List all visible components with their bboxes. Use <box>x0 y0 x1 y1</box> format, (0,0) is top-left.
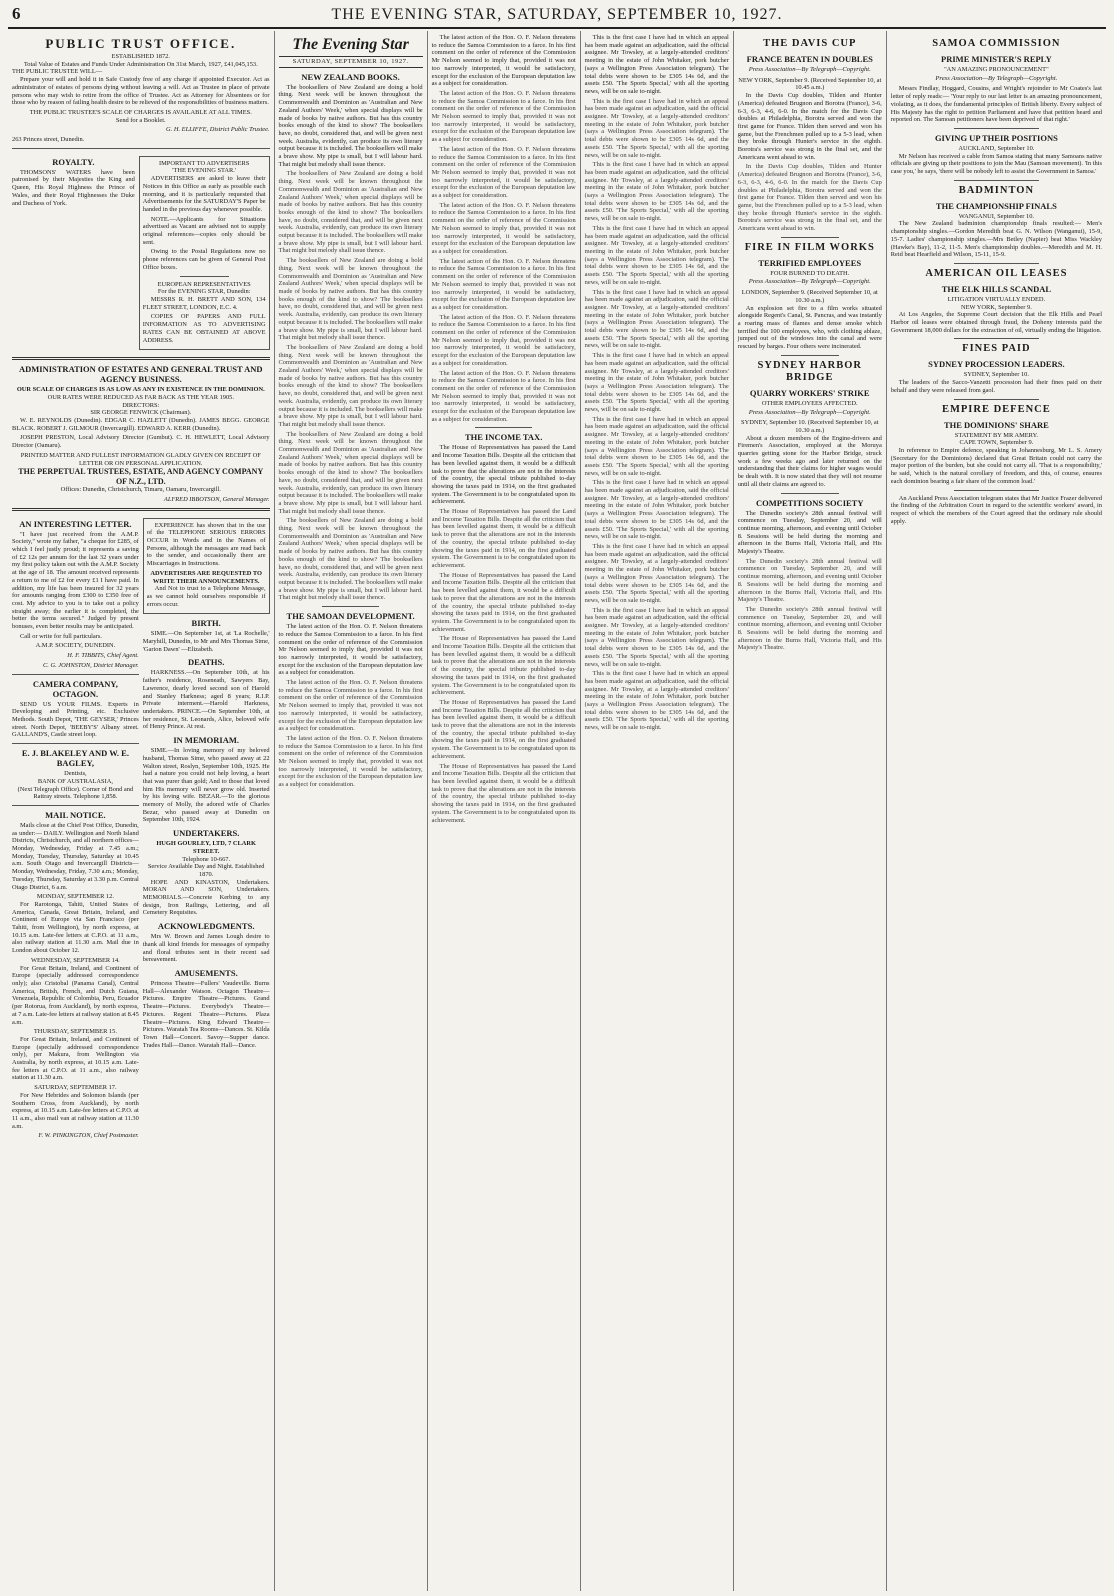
editorial-masthead: The Evening Star <box>292 36 409 53</box>
samoan-text-cont2: The latest action of the Hon. O. F. Nelson threatens to reduce the Samoa Commission to a farce. In his first comment on the order of reference of the Commission Mr Nelson seemed to imply that, provided it was not too narrowly interpreted, it would be satisfactory, except for the exclusion of the European deputation law as a subject for consideration. <box>278 734 423 789</box>
oil-heading: AMERICAN OIL LEASES <box>925 267 1068 279</box>
samoan-text: The latest action of the Hon. O. F. Nelson threatens to reduce the Samoa Commission to a farce. In his first comment on the order of reference of the Commission Mr Nelson seemed to imply that, provided it was not too narrowly interpreted, it would be satisfactory, except for the exclusion of the European deputation law as a subject for consideration. <box>278 623 423 677</box>
oil-sub: THE ELK HILLS SCANDAL <box>941 283 1052 294</box>
birth-heading: BIRTH. <box>191 618 221 629</box>
ack-heading: ACKNOWLEDGMENTS. <box>157 921 255 932</box>
mail-body: Mails close at the Chief Post Office, Dunedin, as under:— DAILY. Wellington and North Island Districts, Christchurch, and all northern offices—Monday, Wednesday, Friday at 7.45 a.m.; Monday, Tuesday, Thursday, Saturday at 10.45 a.m. South Otago and Invercargill Districts—Monday, Wednesday, Friday, 7.30 a.m.; Monday, Tuesday, Thursday, Saturday at 3.30 p.m. Central Otago District, 6 a.m. <box>12 821 139 891</box>
euro-copies: COPIES OF PAPERS AND FULL INFORMATION AS TO ADVERTISING RATES CAN BE OBTAINED AT ABOVE ADDRESS. <box>142 313 266 344</box>
telephone-requested: ADVERTISERS ARE REQUESTED TO WRITE THEIR ANNOUNCEMENTS. <box>150 569 262 585</box>
samoan-text-cont: The latest action of the Hon. O. F. Nelson threatens to reduce the Samoa Commission to a farce. In his first comment on the order of reference of the Commission Mr Nelson seemed to imply that, provided it was not too narrowly interpreted, it would be satisfactory, except for the exclusion of the European deputation law as a subject for consideration. <box>278 679 423 733</box>
advertisers-notice <box>139 156 270 350</box>
fire-source: Press Association—By Telegraph—Copyright. <box>748 278 871 286</box>
letter-society: A.M.P. SOCIETY, DUNEDIN. <box>35 642 116 650</box>
letters-cont: This is the first case I have had in which an appeal has been made against an adjudication, said the official assignee. Mr Towsley, at a largely-attended creditors' meeting in the estate of John Whitaker, pork butcher (says a Wellington Press Association telegram). The total debts were shown to be £305 14s 6d, and the assets £50. 'The Sports Special,' with all the sporting news, will be on sale to-night. <box>584 97 729 159</box>
harbor-dateline: SYDNEY, September 10. (Received September 10, at 10.30 a.m.) <box>741 419 879 434</box>
samoan-heading: THE SAMOAN DEVELOPMENT. <box>286 611 415 622</box>
advertisers-heading: IMPORTANT TO ADVERTISERS <box>159 159 250 167</box>
nz-books-text-cont2: The booksellers of New Zealand are doing a bold thing. Next week will be known throughout the Commonwealth and Dominion as 'Australian and New Zealand Authors' Week,' when special displays will be made of books by native authors. But has this country books enough of the kind to show? The booksellers have, no doubt, considered that, and will be given next week. Australia, evidently, can produce its own literary output because it is included. The booksellers will make a brave show. My pipe is small, but I will labour hard. That might but melody shall issue thence. <box>278 257 423 342</box>
royalty-heading: ROYALTY. <box>52 156 95 167</box>
harbor-text: About a dozen members of the Engine-drivers and Firemen's Association, employed at the Moruya quarries getting stone for the Harbor Bridge, struck work a few weeks ago and later returned on the understanding that their claims for higher wages would be dealt with. It is now stated that they will not resume until all their claims are agreed to. <box>737 434 882 488</box>
letters-cont3: This is the first case I have had in which an appeal has been made against an adjudication, said the official assignee. Mr Towsley, at a largely-attended creditors' meeting in the estate of John Whitaker, pork butcher (says a Wellington Press Association telegram). The total debts were shown to be £305 14s 6d, and the assets £50. 'The Sports Special,' with all the sporting news, will be on sale to-night. <box>584 224 729 286</box>
col3-samoan-cont4: The latest action of the Hon. O. F. Nelson threatens to reduce the Samoa Commission to a farce. In his first comment on the order of reference of the Commission Mr Nelson seemed to imply that, provided it was not too narrowly interpreted, it would be satisfactory, except for the exclusion of the European deputation law as a subject for consideration. <box>431 201 576 255</box>
estates-manager: ALFRED IBBOTSON, General Manager. <box>163 495 270 503</box>
undertakers-others: HOPE AND KINASTON, Undertakers. MORAN AND SON, Undertakers. MEMORIALS.—Concrete Kerbing to any design, Iron Railings, Lettering, and all Cemetery Requisites. <box>142 878 270 917</box>
davis-source: Press Association—By Telegraph—Copyright. <box>748 66 871 73</box>
public-trust-services: Prepare your will and hold it in Safe Custody free of any charge if appointed Executor. Act as administrator of estates of persons dying without leaving a will. Act as Trustee in place of private persons who may wish to retire from the office of Trustee. Act as Attorney for Absentees or for those who by reason of failing health desire to be relieved of the responsibilities of business matters. <box>12 76 270 107</box>
davis-dateline: NEW YORK, September 9. (Received September 10, at 10.45 a.m.) <box>738 76 882 92</box>
public-trust-will-label: THE PUBLIC TRUSTEE WILL— <box>12 68 103 76</box>
fire-sub: TERRIFIED EMPLOYEES <box>758 257 862 268</box>
samoa-heading: SAMOA COMMISSION <box>932 38 1061 49</box>
letters-cont7: This is the first case I have had in which an appeal has been made against an adjudication, said the official assignee. Mr Towsley, at a largely-attended creditors' meeting in the estate of John Whitaker, pork butcher (says a Wellington Press Association telegram). The total debts were shown to be £305 14s 6d, and the assets £50. 'The Sports Special,' with all the sporting news, will be on sale to-night. <box>584 479 729 541</box>
page-number: 6 <box>12 4 21 23</box>
harbor-sub2: OTHER EMPLOYEES AFFECTED. <box>761 399 858 407</box>
harbor-source: Press Association—By Telegraph—Copyright. <box>748 408 871 416</box>
defence-sub: THE DOMINIONS' SHARE <box>943 419 1049 430</box>
oil-text: At Los Angeles, the Supreme Court decision that the Elk Hills and Pearl Harbor oil leases were obtained through fraud, the Doheny interests paid the Government 18,000 dollars for the extraction of oil, virtually ending the litigation. <box>890 311 1102 334</box>
memoriam-heading: IN MEMORIAM. <box>173 735 239 746</box>
undertakers-gourley: HUGH GOURLEY, LTD, 7 CLARK STREET. <box>156 840 256 855</box>
oil-dateline: NEW YORK, September 9. <box>960 303 1032 311</box>
telephone-note: And Not to trust to a Telephone Message, as we cannot hold ourselves responsible if errors occur. <box>146 585 266 608</box>
euro-text: MESSRS R. H. BRETT AND SON, 134 FLEET STREET, LONDON, E.C. 4. <box>142 295 266 311</box>
fire-sub2: FOUR BURNED TO DEATH. <box>770 269 850 277</box>
mail-mon-text: For Rarotonga, Tahiti, United States of America, Canada, Great Britain, Ireland, and Continent of Europe via San Francisco (per Tahiti, from Wellington), by north express, at 10.15 a.m. Late-fee letters at C.P.O. at 11 a.m., also railway station at 11.30 a.m. Mail due in London about October 12. <box>12 900 139 955</box>
mail-wed: WEDNESDAY, SEPTEMBER 14. <box>31 956 120 964</box>
deaths-heading: DEATHS. <box>187 657 225 668</box>
estates-heading: ADMINISTRATION OF ESTATES AND GENERAL TRUST AND AGENCY BUSINESS. <box>18 364 263 385</box>
mail-sat: SATURDAY, SEPTEMBER 17. <box>34 1084 117 1092</box>
competitions-heading: COMPETITIONS SOCIETY <box>756 497 864 508</box>
nz-books-text-cont5: The booksellers of New Zealand are doing a bold thing. Next week will be known throughout the Commonwealth and Dominion as 'Australian and New Zealand Authors' Week,' when special displays will be made of books by native authors. But has this country books enough of the kind to show? The booksellers have, no doubt, considered that, and will be given next week. Australia, evidently, can produce its own literary output because it is included. The booksellers will make a brave show. My pipe is small, but I will labour hard. That might but melody shall issue thence. <box>278 517 423 602</box>
davis-heading: THE DAVIS CUP <box>763 38 857 49</box>
income-tax-heading: THE INCOME TAX. <box>464 432 543 443</box>
public-trust-heading: PUBLIC TRUST OFFICE. <box>45 36 237 51</box>
davis-sub: FRANCE BEATEN IN DOUBLES <box>746 54 873 64</box>
blakeley-sub: Dentists, <box>64 770 87 778</box>
estates-company: THE PERPETUAL TRUSTEES, ESTATE, AND AGENCY COMPANY OF N.Z., LTD. <box>18 467 264 486</box>
letter-heading: AN INTERESTING LETTER. <box>19 518 132 529</box>
davis-text: In the Davis Cup doubles, Tilden and Hunter (America) defeated Brugnon and Borotra (France), 3-6, 6-3, 6-3, 4-6, 6-0. In the match for the Davis Cup doubles at Philadelphia, Borotra served and won the first game for France. Tilden then served and won his game, but the Frenchmen pulled up to a 5-3 lead, when they broke through Hunter's service in the eighth. Borotra's service was strong in the final set, and the Americans went ahead to win. <box>737 92 882 161</box>
nz-books-text-cont3: The booksellers of New Zealand are doing a bold thing. Next week will be known throughout the Commonwealth and Dominion as 'Australian and New Zealand Authors' Week,' when special displays will be made of books by native authors. But has this country books enough of the kind to show? The booksellers have, no doubt, considered that, and will be given next week. Australia, evidently, can produce its own literary output because it is included. The booksellers will make a brave show. My pipe is small, but I will labour hard. That might but melody shall issue thence. <box>278 343 423 428</box>
letter-call: Call or write for full particulars. <box>20 632 102 640</box>
estates-scale: OUR SCALE OF CHARGES IS AS LOW AS ANY IN EXISTENCE IN THE DOMINION. <box>16 386 265 394</box>
public-trust-scale: THE PUBLIC TRUSTEE'S SCALE OF CHARGES IS AVAILABLE AT ALL TIMES. <box>29 108 252 116</box>
letters-cont9: This is the first case I have had in which an appeal has been made against an adjudication, said the official assignee. Mr Towsley, at a largely-attended creditors' meeting in the estate of John Whitaker, pork butcher (says a Wellington Press Association telegram). The total debts were shown to be £305 14s 6d, and the assets £50. 'The Sports Special,' with all the sporting news, will be on sale to-night. <box>584 606 729 668</box>
income-tax-text: The House of Representatives has passed the Land and Income Taxation Bills. Despite all the criticism that has been levelled against them, it would be a difficult task to prove that the alterations are not in the interests of the country, the special tribute published to-day showing the taxes paid in 1914, on the first graduated system. The Government is to be congratulated upon its achievement. <box>431 444 576 506</box>
badminton-text: The New Zealand badminton championship finals resulted:— Men's championship singles.—Gordon Meredith beat G. N. Wilson (Wanganui), 15-9, 15-7. Ladies' championship singles.—Mrs Betley (Napier) beat Miss Wackley (Hawke's Bay), 11-2, 11-5. Men's championship doubles.—Meredith and M. H. Reid beat Hearfield and Wilson, 15-11, 15-9. <box>890 220 1102 259</box>
positions-dateline: AUCKLAND, September 10. <box>958 144 1035 152</box>
euro-heading: EUROPEAN REPRESENTATIVES <box>157 280 251 288</box>
mail-sat-text: For New Hebrides and Solomon Islands (per Southern Cross, from Auckland), by north express, at 10.15 a.m. Late-fee letters at C.P.O. at 11 a.m., also mail van at railway station at 11.30 a.m. <box>12 1091 139 1130</box>
col3-samoan-cont: The latest action of the Hon. O. F. Nelson threatens to reduce the Samoa Commission to a farce. In his first comment on the order of reference of the Commission Mr Nelson seemed to imply that, provided it was not too narrowly interpreted, it would be satisfactory, except for the exclusion of the European deputation law as a subject for consideration. <box>431 34 576 88</box>
telephone-text: EXPERIENCE has shown that in the use of the TELEPHONE SERIOUS ERRORS OCCUR in Words and in the Names of Persons, although the messages are read back to the sender, and occasionally there are Miscarriages in Instructions. <box>146 521 266 568</box>
davis-text-cont: In the Davis Cup doubles, Tilden and Hunter (America) defeated Brugnon and Borotra (France), 3-6, 6-3, 6-3, 4-6, 6-0. In the match for the Davis Cup doubles at Philadelphia, Borotra served and won the first game for France. Tilden then served and won his game, but the Frenchmen pulled up to a 5-3 lead, when they broke through Hunter's service in the eighth. Borotra's service was strong in the final set, and the Americans went ahead to win. <box>737 163 882 233</box>
editorial-date: SATURDAY, SEPTEMBER 10, 1927. <box>279 56 423 68</box>
masthead-title: THE EVENING STAR, SATURDAY, SEPTEMBER 10, 1927. <box>331 6 783 23</box>
advertisers-postal: Owing to the Postal Regulations now no phone references can be given of General Post Office boxes. <box>142 248 266 271</box>
col3-samoan-cont5: The latest action of the Hon. O. F. Nelson threatens to reduce the Samoa Commission to a farce. In his first comment on the order of reference of the Commission Mr Nelson seemed to imply that, provided it was not too narrowly interpreted, it would be satisfactory, except for the exclusion of the European deputation law as a subject for consideration. <box>431 257 576 311</box>
badminton-heading: BADMINTON <box>958 184 1035 196</box>
letters-cont6: This is the first case I have had in which an appeal has been made against an adjudication, said the official assignee. Mr Towsley, at a largely-attended creditors' meeting in the estate of John Whitaker, pork butcher (says a Wellington Press Association telegram). The total debts were shown to be £305 14s 6d, and the assets £50. 'The Sports Special,' with all the sporting news, will be on sale to-night. <box>584 415 729 477</box>
royalty-text: THOMSONS' WATERS have been patronised by their Majesties the King and Queen, His Royal Highness the Prince of Wales, and their Royal Highnesses the Duke and Duchess of York. <box>12 168 135 207</box>
letters-cont2: This is the first case I have had in which an appeal has been made against an adjudication, said the official assignee. Mr Towsley, at a largely-attended creditors' meeting in the estate of John Whitaker, pork butcher (says a Wellington Press Association telegram). The total debts were shown to be £305 14s 6d, and the assets £50. 'The Sports Special,' with all the sporting news, will be on sale to-night. <box>584 161 729 223</box>
camera-text: SEND US YOUR FILMS. Experts in Developing and Printing, etc. Exclusive Methods. South Depot, 'THE GEYSER,' Princes street. North Depot, 'BEEBY'S' Albany street. GALLAND'S, Castle street loop. <box>12 700 139 739</box>
estates-local: JOSEPH PRESTON, Local Advisory Director (Gumbut). C. H. HEWLETT, Local Advisory Director (Oamaru). <box>12 434 270 450</box>
public-trust-established: ESTABLISHED 1872. <box>111 53 170 60</box>
letter-sig2: C. G. JOHNSTON, District Manager. <box>43 661 139 669</box>
estates-directors-label: DIRECTORS: <box>122 401 160 409</box>
columns <box>8 31 1106 1591</box>
fines-text: The leaders of the Sacco-Vanzetti procession had their fines paid on their behalf and they were released from gaol. <box>890 379 1102 394</box>
letters-text: This is the first case I have had in which an appeal has been made against an adjudication, said the official assignee. Mr Towsley, at a largely-attended creditors' meeting in the estate of John Whitaker, pork butcher (says a Wellington Press Association telegram). The total debts were shown to be £305 14s 6d, and the assets £50. 'The Sports Special,' with all the sporting news, will be on sale to-night. <box>584 34 729 95</box>
harbor-sub: QUARRY WORKERS' STRIKE <box>749 387 870 398</box>
samoa-sub2: "AN AMAZING PRONOUNCEMENT" <box>944 66 1049 73</box>
income-tax-cont5: The House of Representatives has passed the Land and Income Taxation Bills. Despite all the criticism that has been levelled against them, it would be a difficult task to prove that the alterations are not in the interests of the country, the special tribute published to-day showing the taxes paid in 1914, on the first graduated system. The Government is to be congratulated upon its achievement. <box>431 762 576 824</box>
mail-thu-text: For Great Britain, Ireland, and Continent of Europe (specially addressed correspondence only), per Makura, from Wellington via Australia, by north express, at 10.15 a.m. Late-fee letters at C.P.O. at 11 a.m., also railway station at 11.30 a.m. <box>12 1035 139 1082</box>
letters-cont10: This is the first case I have had in which an appeal has been made against an adjudication, said the official assignee. Mr Towsley, at a largely-attended creditors' meeting in the estate of John Whitaker, pork butcher (says a Wellington Press Association telegram). The total debts were shown to be £305 14s 6d, and the assets £50. 'The Sports Special,' with all the sporting news, will be on sale to-night. <box>584 670 729 732</box>
positions-text: Mr Nelson has received a cable from Samoa stating that many Samoans native officials are giving up their positions to join the Mau (Samoan movement). 'In this case you,' he says, 'there will be nobody left to assist the Government in Samoa.' <box>890 152 1102 176</box>
samoa-sub: PRIME MINISTER'S REPLY <box>941 54 1052 64</box>
amusements-text: Princess Theatre—Fullers' Vaudeville. Burns Hall—Alexander Watson. Octagon Theatre—Pictures. Empire Theatre—Pictures. Grand Theatre—Pictures. Everybody's Theatre—Pictures. Regent Theatre—Pictures. Plaza Theatre—Pictures. King Edward Theatre—Pictures. Waratah Tea Rooms—Dances. St. Kilda Town Hall—Concert. Savoy—Supper dance. Trades Hall—Dance. Waratah Hall—Dance. <box>142 979 270 1049</box>
euro-sub: For the EVENING STAR, Dunedin: <box>157 288 251 296</box>
fines-dateline: SYDNEY, September 10. <box>963 371 1029 379</box>
fire-dateline: LONDON, September 9. (Received September 10, at 10.30 a.m.) <box>741 289 878 304</box>
samoa-source: Press Association—By Telegraph—Copyright. <box>935 74 1058 82</box>
letter-sig1: H. F. TIBBITS, Chief Agent. <box>67 652 139 660</box>
estates-directors: W. E. REYNOLDS (Dunedin). EDGAR C. HAZLETT (Dunedin). JAMES BEGG. GEORGE BLACK. ROBERT J. GILMOUR (Invercargill). EDWARD A. KERR (Dunedin). <box>12 417 270 432</box>
nz-books-text-cont: The booksellers of New Zealand are doing a bold thing. Next week will be known throughout the Commonwealth and Dominion as 'Australian and New Zealand Authors' Week,' when special displays will be made of books by native authors. But has this country books enough of the kind to show? The booksellers have, no doubt, considered that, and will be given next week. Australia, evidently, can produce its own literary output because it is included. The booksellers will make a brave show. My pipe is small, but I will labour hard. That might but melody shall issue thence. <box>278 170 423 255</box>
income-tax-cont: The House of Representatives has passed the Land and Income Taxation Bills. Despite all the criticism that has been levelled against them, it would be a difficult task to prove that the alterations are not in the interests of the country, the special tribute published to-day showing the taxes paid in 1914, on the first graduated system. The Government is to be congratulated upon its achievement. <box>431 508 576 569</box>
birth-text: SIME.—On September 1st, at 'La Rochelle,' Maryhill, Dunedin, to Mr and Mrs Thomas Sime, 'Garion Dawn' —Elizabeth. <box>142 630 270 653</box>
amusements-heading: AMUSEMENTS. <box>174 967 238 978</box>
competitions-text: The Dunedin society's 28th annual festival will commence on Tuesday, September 20, and will continue morning, afternoon, and evening until October 8. Sessions will be held during the morning and afternoon in the Burns Hall, Victoria Hall, and His Majesty's Theatre. <box>737 509 882 556</box>
mail-heading: MAIL NOTICE. <box>45 809 106 820</box>
samoa-text: Messrs Findlay, Hoggard, Cousins, and Wright's rejoinder to Mr Coates's last letter of reply reads:— 'Your reply to our last letter is an amazing pronouncement, violating, as it does, the fundamental principles of British liberty. Every subject of His Majesty has the right to petition Parliament and have that petition heard and reported on. The Samoan petitioners have been deprived of that right.' <box>890 85 1102 124</box>
ack-text: Mrs W. Brown and James Lough desire to thank all kind friends for messages of sympathy and floral tributes sent in their recent sad bereavement. <box>142 933 270 964</box>
estates-offices: Offices: Dunedin, Christchurch, Timaru, Oamaru, Invercargill. <box>60 486 221 494</box>
col3-samoan-cont3: The latest action of the Hon. O. F. Nelson threatens to reduce the Samoa Commission to a farce. In his first comment on the order of reference of the Commission Mr Nelson seemed to imply that, provided it was not too narrowly interpreted, it would be satisfactory, except for the exclusion of the European deputation law as a subject for consideration. <box>431 145 576 200</box>
mail-mon: MONDAY, SEPTEMBER 12. <box>36 893 114 901</box>
estates-rates: OUR RATES WERE REDUCED AS FAR BACK AS THE YEAR 1905. <box>47 393 234 401</box>
column-3 <box>428 31 581 1591</box>
public-trust-booklet: Send for a Booklet. <box>115 116 166 124</box>
col3-samoan-cont6: The latest action of the Hon. O. F. Nelson threatens to reduce the Samoa Commission to a farce. In his first comment on the order of reference of the Commission Mr Nelson seemed to imply that, provided it was not too narrowly interpreted, it would be satisfactory, except for the exclusion of the European deputation law as a subject for consideration. <box>431 313 576 367</box>
fire-text: An explosion set fire to a film works situated alongside Regent's Canal, St. Pancras, and was instantly a roaring mass of flames and dense smoke which terrified the 100 employees, who, with clothing ablaze, jumped out of the windows into the canal and were rescued by barges. Four others were incinerated. <box>737 304 882 351</box>
col3-samoan-cont7: The latest action of the Hon. O. F. Nelson threatens to reduce the Samoa Commission to a farce. In his first comment on the order of reference of the Commission Mr Nelson seemed to imply that, provided it was not too narrowly interpreted, it would be satisfactory, except for the exclusion of the European deputation law as a subject for consideration. <box>431 369 576 423</box>
memoriam-text: SIME.—In loving memory of my beloved husband, Thomas Sime, who passed away at 22 Walton street, Roslyn, September 10th, 1925. He had a nature you could not help loving, a heart that was purer than gold; And to those that loved him His memory will never grow old. Inserted by his loving wife. BEZAR.—To the glorious memory of Molly, the adored wife of Charles Bezar, who passed away at Dunedin on September 10th, 1924. <box>142 747 270 824</box>
nz-books-text-cont4: The booksellers of New Zealand are doing a bold thing. Next week will be known throughout the Commonwealth and Dominion as 'Australian and New Zealand Authors' Week,' when special displays will be made of books by native authors. But has this country books enough of the kind to show? The booksellers have, no doubt, considered that, and will be given next week. Australia, evidently, can produce its own literary output because it is included. The booksellers will make a brave show. My pipe is small, but I will labour hard. That might but melody shall issue thence. <box>278 430 423 515</box>
estates-chairman: SIR GEORGE FENWICK (Chairman). <box>90 409 192 417</box>
defence-text: In reference to Empire defence, speaking in Johannesburg, Mr L. S. Amery (Secretary for the Dominions) declared that Great Britain could not carry the major portion of the burden, but she could not carry all. 'That is a responsibility,' he said, 'which is the natural corollary of freedom, and this, of course, ensures each dominion bearing a fair share of the common load.' <box>890 446 1102 485</box>
defence-dateline: CAPE TOWN, September 9. <box>959 439 1034 447</box>
harbor-heading: SYDNEY HARBOR BRIDGE <box>757 359 863 383</box>
nz-books-text: The booksellers of New Zealand are doing a bold thing. Next week will be known throughout the Commonwealth and Dominion as 'Australian and New Zealand Authors' Week,' when special displays will be made of books by native authors. But has this country books enough of the kind to show? The booksellers have, no doubt, considered that, and will be given next week. Australia, evidently, can produce its own literary output because it is included. The booksellers will make a brave show. My pipe is small, but I will labour hard. That might but melody shall issue thence. <box>278 83 423 168</box>
competitions-cont: The Dunedin society's 28th annual festival will commence on Tuesday, September 20, and will continue morning, afternoon, and evening until October 8. Sessions will be held during the morning and afternoon in the Burns Hall, Victoria Hall, and His Majesty's Theatre. <box>737 557 882 604</box>
masthead <box>8 4 1106 29</box>
badminton-dateline: WANGANUI, September 10. <box>958 212 1035 220</box>
advertisers-sub: 'THE EVENING STAR.' <box>172 167 237 175</box>
mail-wed-text: For Great Britain, Ireland, and Continent of Europe (specially addressed correspondence only); also Cristobal (Panama Canal), Central America, British, French, and Dutch Guiana, Venezuela, Republic of Colombia, Peru, Ecuador (per Rotorua, from Auckland), by north express, at 7 a.m. Late-fee letters at railway station at 8.45 a.m. <box>12 964 139 1026</box>
advertisers-note: NOTE.—Applicants for Situations advertised as Vacant are advised not to supply original references—copies only should be sent. <box>142 215 266 246</box>
undertakers-service: Service Available Day and Night. Established 1870. <box>147 863 265 878</box>
fines-heading: FINES PAID <box>962 343 1031 355</box>
column-2 <box>275 31 428 1591</box>
badminton-sub: THE CHAMPIONSHIP FINALS <box>935 200 1057 211</box>
income-tax-cont3: The House of Representatives has passed the Land and Income Taxation Bills. Despite all the criticism that has been levelled against them, it would be a difficult task to prove that the alterations are not in the interests of the country, the special tribute published to-day showing the taxes paid in 1914, on the first graduated system. The Government is to be congratulated upon its achievement. <box>431 635 576 697</box>
income-tax-cont2: The House of Representatives has passed the Land and Income Taxation Bills. Despite all the criticism that has been levelled against them, it would be a difficult task to prove that the alterations are not in the interests of the country, the special tribute published to-day showing the taxes paid in 1914, on the first graduated system. The Government is to be congratulated upon its achievement. <box>431 571 576 633</box>
competitions-cont2: The Dunedin society's 28th annual festival will commence on Tuesday, September 20, and will continue morning, afternoon, and evening until October 8. Sessions will be held during the morning and afternoon in the Burns Hall, Victoria Hall, and His Majesty's Theatre. <box>737 605 882 652</box>
column-5 <box>734 31 887 1591</box>
letter-body: "I have just received from the A.M.P. Society," wrote my father, "a cheque for £285, of which I feel justly proud; it represents a saving of £2 12s per annum for the last 32 years under my first policy taken out with the A.M.P. Society at the age of 18. The amount received represents a return to me of £2 for every £1 I have paid. In addition, my life has been insured for 32 years for amounts ranging from £300 to £350 free of cost. My advice to you is to take out a policy straight away; the earlier it is completed, the better the terms secured." Judged by present bonuses, even better results may be anticipated. <box>12 530 139 631</box>
fines-sub: SYDNEY PROCESSION LEADERS. <box>928 359 1065 370</box>
arbitration-text: An Auckland Press Association telegram states that Mr Justice Frazer delivered the finding of the Arbitration Court in regard to the scientific workers' award, in respect of which the members of the Court agreed that the ordinary rule should apply. <box>890 494 1102 525</box>
letters-cont8: This is the first case I have had in which an appeal has been made against an adjudication, said the official assignee. Mr Towsley, at a largely-attended creditors' meeting in the estate of John Whitaker, pork butcher (says a Wellington Press Association telegram). The total debts were shown to be £305 14s 6d, and the assets £50. 'The Sports Special,' with all the sporting news, will be on sale to-night. <box>584 543 729 604</box>
blakeley-bank: BANK OF AUSTRALASIA, <box>37 777 113 785</box>
undertakers-phone: Telephone 10-667. <box>182 855 231 863</box>
positions-heading: GIVING UP THEIR POSITIONS <box>934 132 1058 143</box>
column-6 <box>887 31 1106 1591</box>
public-trust-signature: G. H. ELLIFFE, District Public Trustee. <box>166 126 270 134</box>
oil-sub2: LITIGATION VIRTUALLY ENDED. <box>947 295 1046 303</box>
blakeley-addr: (Next Telegraph Office). Corner of Bond and Rattray streets. Telephone 1,858. <box>17 785 134 801</box>
letters-cont5: This is the first case I have had in which an appeal has been made against an adjudication, said the official assignee. Mr Towsley, at a largely-attended creditors' meeting in the estate of John Whitaker, pork butcher (says a Wellington Press Association telegram). The total debts were shown to be £305 14s 6d, and the assets £50. 'The Sports Special,' with all the sporting news, will be on sale to-night. <box>584 352 729 414</box>
blakeley-heading: E. J. BLAKELEY AND W. E. BAGLEY, <box>21 748 129 769</box>
col3-samoan-cont2: The latest action of the Hon. O. F. Nelson threatens to reduce the Samoa Commission to a farce. In his first comment on the order of reference of the Commission Mr Nelson seemed to imply that, provided it was not too narrowly interpreted, it would be satisfactory, except for the exclusion of the European deputation law as a subject for consideration. <box>431 89 576 144</box>
estates-printed: PRINTED MATTER AND FULLEST INFORMATION GLADLY GIVEN ON RECEIPT OF LETTER OR ON PERSONAL APPLICATION. <box>20 451 261 467</box>
advertisers-text: ADVERTISERS are asked to leave their Notices in this Office as early as possible each morning, and it is particularly requested that Advertisements for the SATURDAY'S Paper be handed in the previous day whenever possible. <box>142 175 266 213</box>
income-tax-cont4: The House of Representatives has passed the Land and Income Taxation Bills. Despite all the criticism that has been levelled against them, it would be a difficult task to prove that the alterations are not in the interests of the country, the special tribute published to-day showing the taxes paid in 1914, on the first graduated system. The Government is to be congratulated upon its achievement. <box>431 698 576 760</box>
public-trust-address: 263 Princes street, Dunedin. <box>12 136 85 144</box>
mail-sig: F. W. PINKINGTON, Chief Postmaster. <box>38 1132 139 1140</box>
deaths-text: HARKNESS.—On September 10th, at his father's residence, Roseneath, Sawyers Bay, Lawrence, dearly loved second son of Harold and Stanley Harkness; aged 8 years; R.I.P. Private interment.—Harold Harkness, undertakers. PRINCE.—On September 10th, at her residence, St. Leonards, Alice, beloved wife of Henry Prince. At rest. <box>142 669 270 731</box>
column-4 <box>581 31 734 1591</box>
camera-heading: CAMERA COMPANY, OCTAGON. <box>32 678 118 699</box>
public-trust-estates: Total Value of Estates and Funds Under Administration On 31st March, 1927, £41,045,153. <box>23 60 258 68</box>
defence-sub2: STATEMENT BY MR AMERY. <box>954 431 1038 439</box>
column-1 <box>8 31 275 1591</box>
nz-books-heading: NEW ZEALAND BOOKS. <box>301 71 400 82</box>
defence-heading: EMPIRE DEFENCE <box>941 403 1051 415</box>
fire-heading: FIRE IN FILM WORKS <box>744 241 875 253</box>
mail-thu: THURSDAY, SEPTEMBER 15. <box>33 1028 117 1036</box>
undertakers-heading: UNDERTAKERS. <box>172 828 240 839</box>
letters-cont4: This is the first case I have had in which an appeal has been made against an adjudication, said the official assignee. Mr Towsley, at a largely-attended creditors' meeting in the estate of John Whitaker, pork butcher (says a Wellington Press Association telegram). The total debts were shown to be £305 14s 6d, and the assets £50. 'The Sports Special,' with all the sporting news, will be on sale to-night. <box>584 288 729 350</box>
